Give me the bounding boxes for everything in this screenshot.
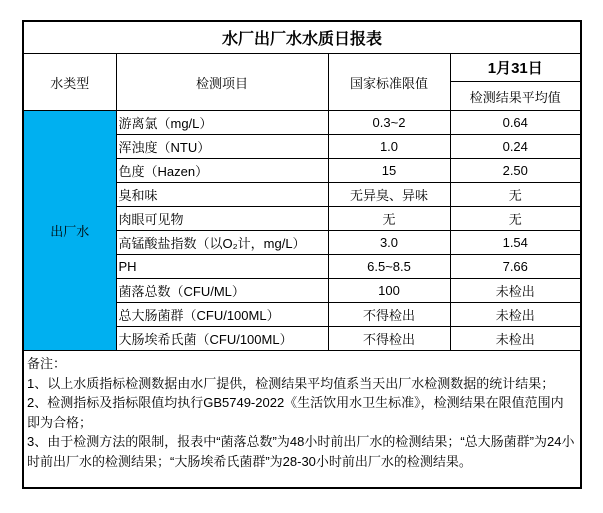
limit-cell: 6.5~8.5	[328, 255, 450, 279]
note-line-3: 3、由于检测方法的限制，报表中“菌落总数”为48小时前出厂水的检测结果；“总大肠菌群”为24小时前出厂水的检测结果；“大肠埃希氏菌群”为28-30小时前出厂水的检测结果。	[27, 434, 575, 469]
result-cell: 无	[450, 207, 581, 231]
result-cell: 2.50	[450, 159, 581, 183]
result-cell: 1.54	[450, 231, 581, 255]
notes-label: 备注：	[27, 356, 67, 371]
title-row	[23, 21, 581, 54]
limit-cell: 3.0	[328, 231, 450, 255]
limit-cell: 无异臭、异味	[328, 183, 450, 207]
header-national-limit: 国家标准限值	[328, 54, 450, 111]
limit-cell: 15	[328, 159, 450, 183]
report-table	[22, 20, 582, 489]
test-item-cell: 肉眼可见物	[116, 207, 328, 231]
result-cell: 未检出	[450, 303, 581, 327]
test-item-cell: 总大肠菌群（CFU/100ML）	[116, 303, 328, 327]
test-item-cell: 浑浊度（NTU）	[116, 135, 328, 159]
limit-cell: 不得检出	[328, 303, 450, 327]
test-item-cell: 大肠埃希氏菌（CFU/100ML）	[116, 327, 328, 351]
result-cell: 未检出	[450, 327, 581, 351]
test-item-cell: PH	[116, 255, 328, 279]
notes-row	[23, 351, 581, 489]
limit-cell: 0.3~2	[328, 111, 450, 135]
notes-section	[23, 351, 581, 489]
water-quality-daily-report	[22, 20, 582, 489]
result-cell: 0.64	[450, 111, 581, 135]
test-item-cell: 臭和味	[116, 183, 328, 207]
test-item-cell: 菌落总数（CFU/ML）	[116, 279, 328, 303]
limit-cell: 无	[328, 207, 450, 231]
result-cell: 0.24	[450, 135, 581, 159]
limit-cell: 不得检出	[328, 327, 450, 351]
header-date: 1月31日	[450, 54, 581, 82]
result-cell: 无	[450, 183, 581, 207]
header-water-type: 水类型	[23, 54, 116, 111]
note-line-2: 2、检测指标及指标限值均执行GB5749-2022《生活饮用水卫生标准》，检测结果在限值范围内即为合格；	[27, 395, 564, 430]
limit-cell: 1.0	[328, 135, 450, 159]
result-cell: 7.66	[450, 255, 581, 279]
test-item-cell: 色度（Hazen）	[116, 159, 328, 183]
result-cell: 未检出	[450, 279, 581, 303]
header-result-average: 检测结果平均值	[450, 82, 581, 111]
test-item-cell: 高锰酸盐指数（以O₂计，mg/L）	[116, 231, 328, 255]
table-row	[23, 111, 581, 135]
test-item-cell: 游离氯（mg/L）	[116, 111, 328, 135]
header-test-item: 检测项目	[116, 54, 328, 111]
header-row-1	[23, 54, 581, 82]
report-title: 水厂出厂水水质日报表	[23, 21, 581, 54]
limit-cell: 100	[328, 279, 450, 303]
water-type-merged-cell: 出厂水	[23, 111, 116, 351]
note-line-1: 1、以上水质指标检测数据由水厂提供，检测结果平均值系当天出厂水检测数据的统计结果；	[27, 375, 555, 391]
